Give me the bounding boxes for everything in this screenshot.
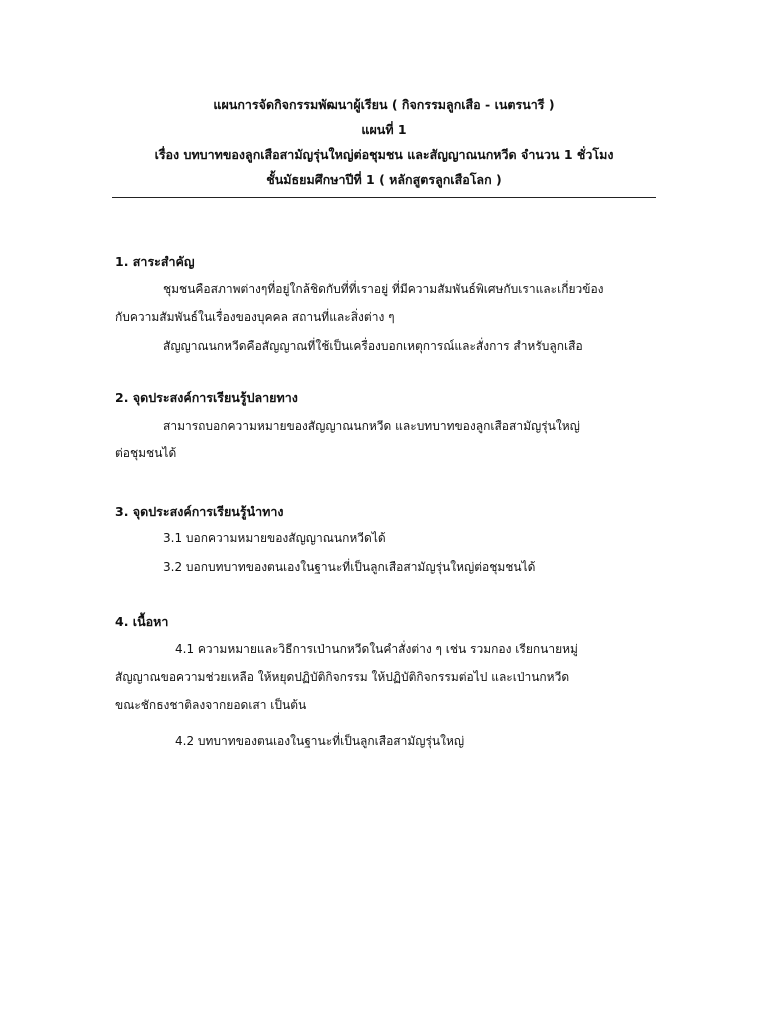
section-2-line-2: ต่อชุมชนได้ xyxy=(115,446,177,460)
section-4-heading: 4. เนื้อหา xyxy=(115,614,169,629)
plan-topic: เรื่อง บทบาทของลูกเสือสามัญรุ่นใหญ่ต่อชุมชน และสัญญาณนกหวีด จำนวน 1 ชั่วโมง xyxy=(154,147,614,162)
header-divider xyxy=(112,197,656,198)
section-3-heading: 3. จุดประสงค์การเรียนรู้นำทาง xyxy=(115,504,284,519)
section-4-paragraph-2: 4.2 บทบาทของตนเองในฐานะที่เป็นลูกเสือสามัญรุ่นใหญ่ xyxy=(175,734,465,748)
section-2-heading: 2. จุดประสงค์การเรียนรู้ปลายทาง xyxy=(115,390,298,405)
plan-grade: ชั้นมัธยมศึกษาปีที่ 1 ( หลักสูตรลูกเสือโลก ) xyxy=(266,172,502,187)
document-header xyxy=(110,92,658,192)
section-1-paragraph-1-line-2: กับความสัมพันธ์ในเรื่องของบุคคล สถานที่และสิ่งต่าง ๆ xyxy=(115,310,395,324)
section-3-item-2: 3.2 บอกบทบาทของตนเองในฐานะที่เป็นลูกเสือสามัญรุ่นใหญ่ต่อชุมชนได้ xyxy=(163,560,536,574)
plan-title: แผนการจัดกิจกรรมพัฒนาผู้เรียน ( กิจกรรมลูกเสือ - เนตรนารี ) xyxy=(213,97,555,112)
section-4-paragraph-1-line-3: ขณะชักธงชาติลงจากยอดเสา เป็นต้น xyxy=(115,698,307,712)
section-4-paragraph-1-line-1: 4.1 ความหมายและวิธีการเป่านกหวีดในคำสั่งต่าง ๆ เช่น รวมกอง เรียกนายหมู่ xyxy=(175,642,578,656)
section-3-item-1: 3.1 บอกความหมายของสัญญาณนกหวีดได้ xyxy=(163,531,386,545)
section-1-paragraph-1-line-1: ชุมชนคือสภาพต่างๆที่อยู่ใกล้ชิดกับที่ที่เราอยู่ ที่มีความสัมพันธ์พิเศษกับเราและเกี่ยวข้อง xyxy=(163,282,604,296)
section-2-line-1: สามารถบอกความหมายของสัญญาณนกหวีด และบทบาทของลูกเสือสามัญรุ่นใหญ่ xyxy=(163,419,580,433)
section-1-paragraph-2: สัญญาณนกหวีดคือสัญญาณที่ใช้เป็นเครื่องบอกเหตุการณ์และสั่งการ สำหรับลูกเสือ xyxy=(163,339,583,353)
section-1-heading: 1. สาระสำคัญ xyxy=(115,254,195,269)
plan-number: แผนที่ 1 xyxy=(361,122,407,137)
section-4-paragraph-1-line-2: สัญญาณขอความช่วยเหลือ ให้หยุดปฏิบัติกิจกรรม ให้ปฏิบัติกิจกรรมต่อไป และเป่านกหวีด xyxy=(115,670,570,684)
